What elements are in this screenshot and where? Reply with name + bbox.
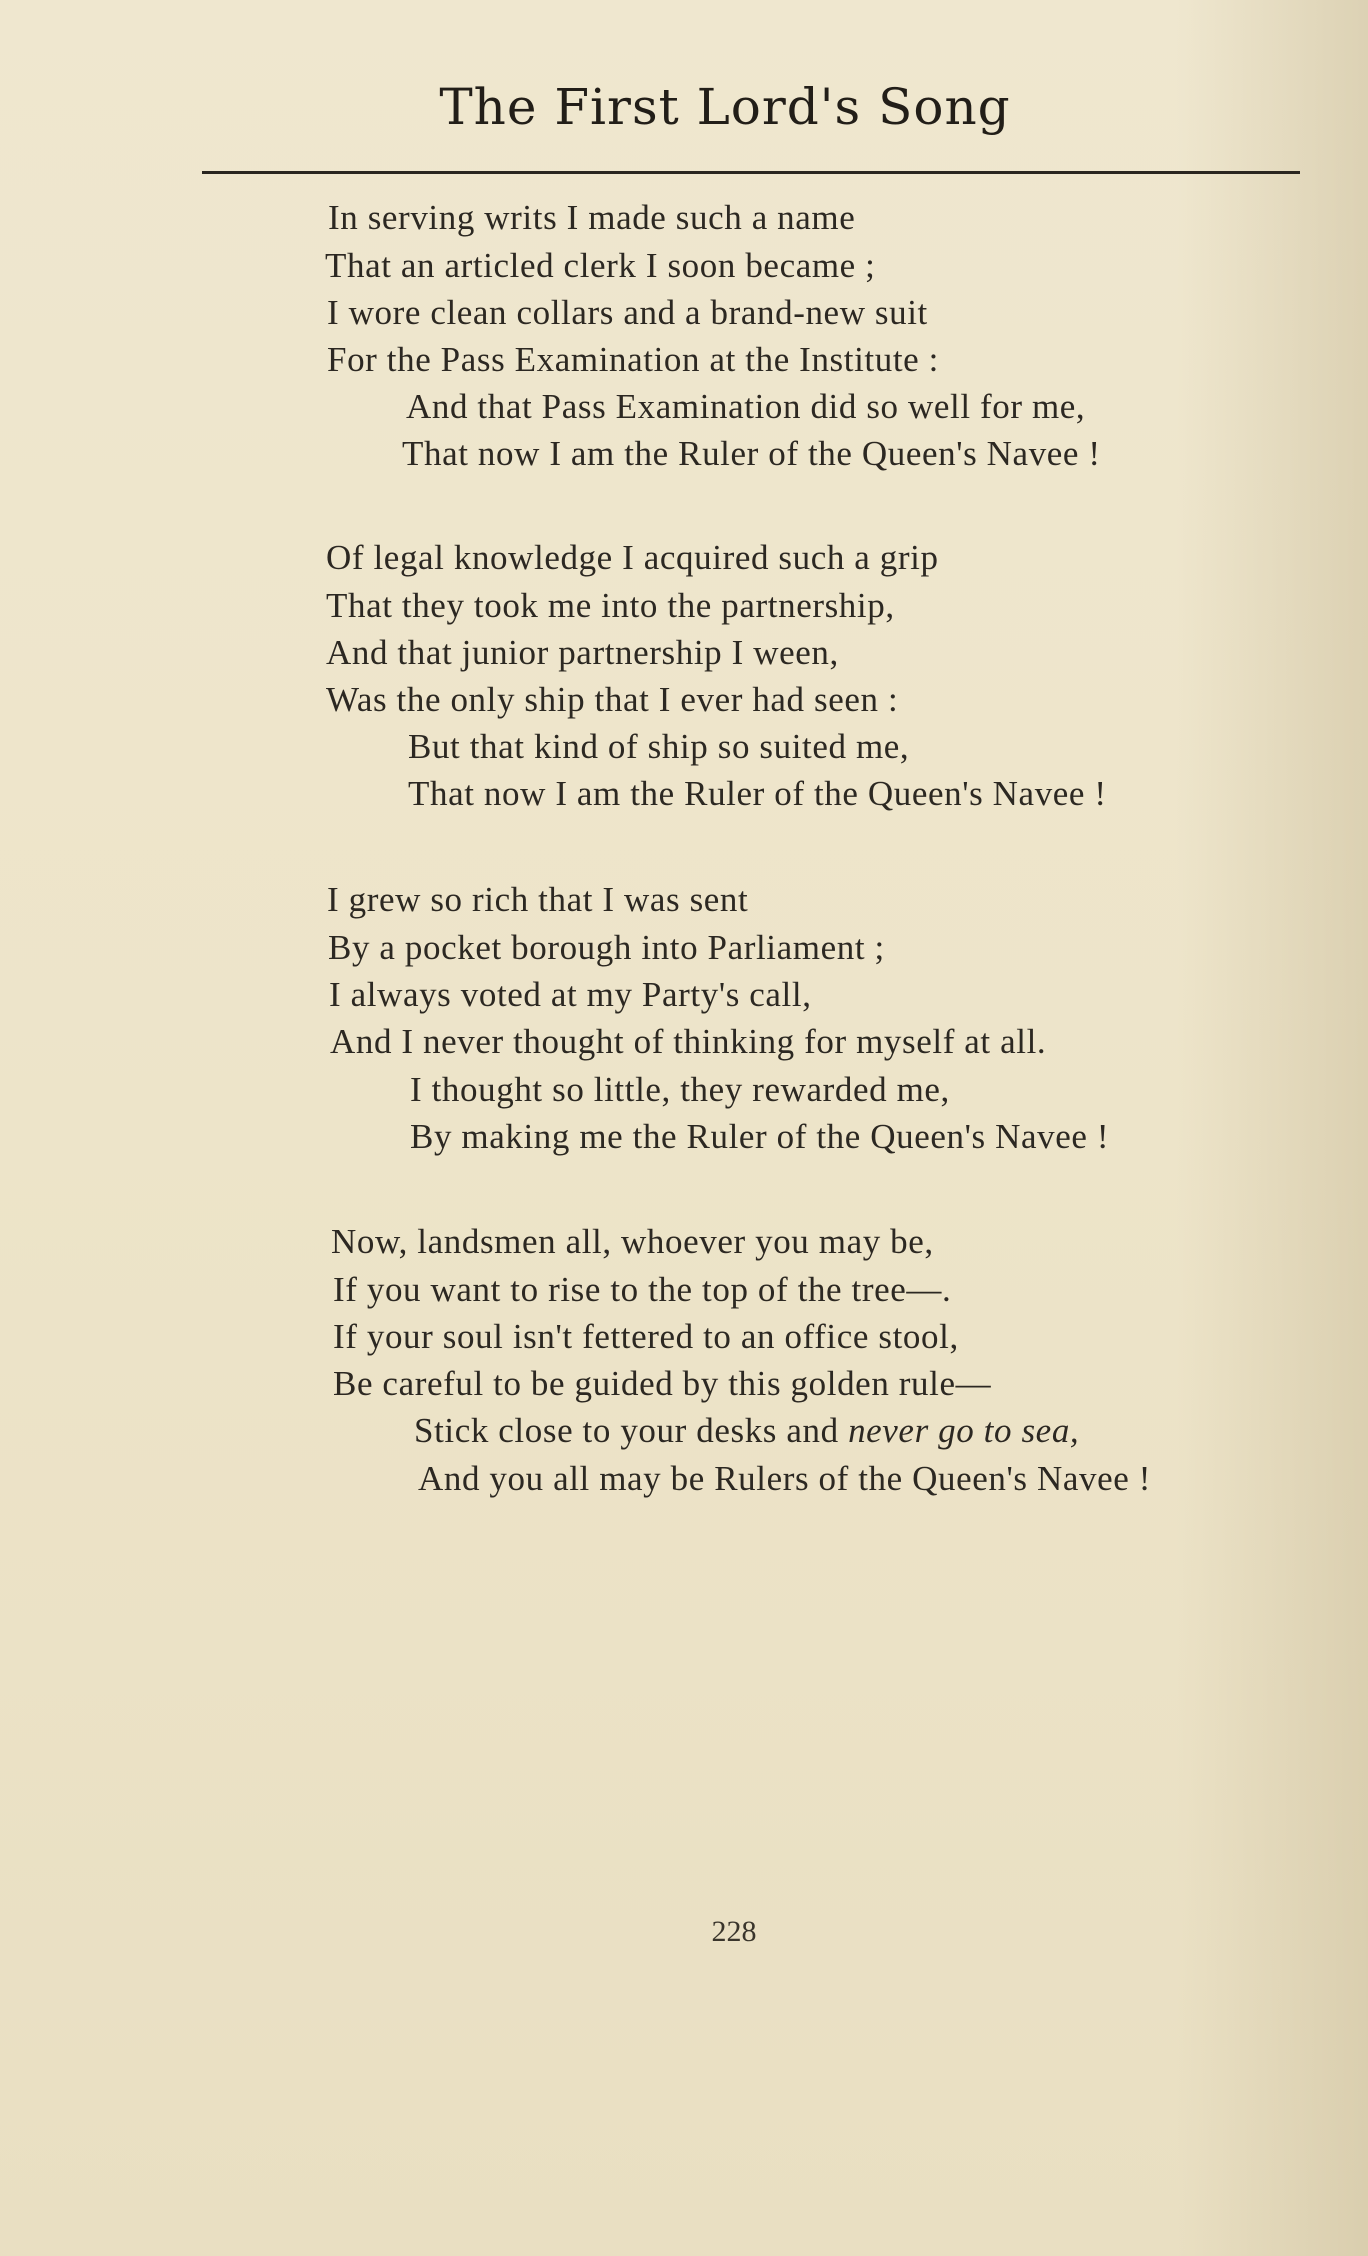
verse-line: That now I am the Ruler of the Queen's Navee !: [402, 434, 1101, 473]
verse-line: If your soul isn't fettered to an office stool,: [333, 1317, 959, 1356]
verse-line: I grew so rich that I was sent: [327, 880, 749, 919]
verse-line: That now I am the Ruler of the Queen's Navee !: [408, 774, 1107, 813]
verse-line: And that Pass Examination did so well for me,: [406, 387, 1086, 426]
verse-line: I wore clean collars and a brand-new suit: [327, 293, 928, 332]
verse-line: [414, 1411, 1079, 1451]
verse-line: That an articled clerk I soon became ;: [325, 246, 876, 285]
verse-line-italic: never go to sea,: [848, 1411, 1080, 1450]
verse-line: Be careful to be guided by this golden rule—: [333, 1364, 992, 1403]
verse-line: Was the only ship that I ever had seen :: [326, 680, 899, 719]
header-rule: [202, 171, 1300, 174]
verse-line: By making me the Ruler of the Queen's Navee !: [410, 1117, 1110, 1156]
verse-line-lead: Stick close to your desks and: [414, 1411, 839, 1450]
verse-line: That they took me into the partnership,: [326, 586, 895, 625]
verse-line: If you want to rise to the top of the tree—.: [333, 1270, 952, 1309]
verse-line: Of legal knowledge I acquired such a grip: [326, 538, 939, 577]
verse-line: In serving writs I made such a name: [328, 198, 856, 237]
verse-line: For the Pass Examination at the Institute :: [327, 340, 939, 379]
page-number: 228: [711, 1915, 757, 1948]
verse-line: By a pocket borough into Parliament ;: [328, 928, 885, 967]
page-title: The First Lord's Song: [439, 78, 1011, 136]
verse-line: Now, landsmen all, whoever you may be,: [331, 1222, 934, 1261]
verse-line: And you all may be Rulers of the Queen's Navee !: [418, 1459, 1151, 1498]
verse-line: And that junior partnership I ween,: [326, 633, 839, 672]
verse-line: I thought so little, they rewarded me,: [410, 1070, 950, 1109]
verse-line: And I never thought of thinking for myself at all.: [330, 1022, 1047, 1061]
verse-line: I always voted at my Party's call,: [329, 975, 812, 1014]
verse-line: But that kind of ship so suited me,: [408, 727, 910, 766]
